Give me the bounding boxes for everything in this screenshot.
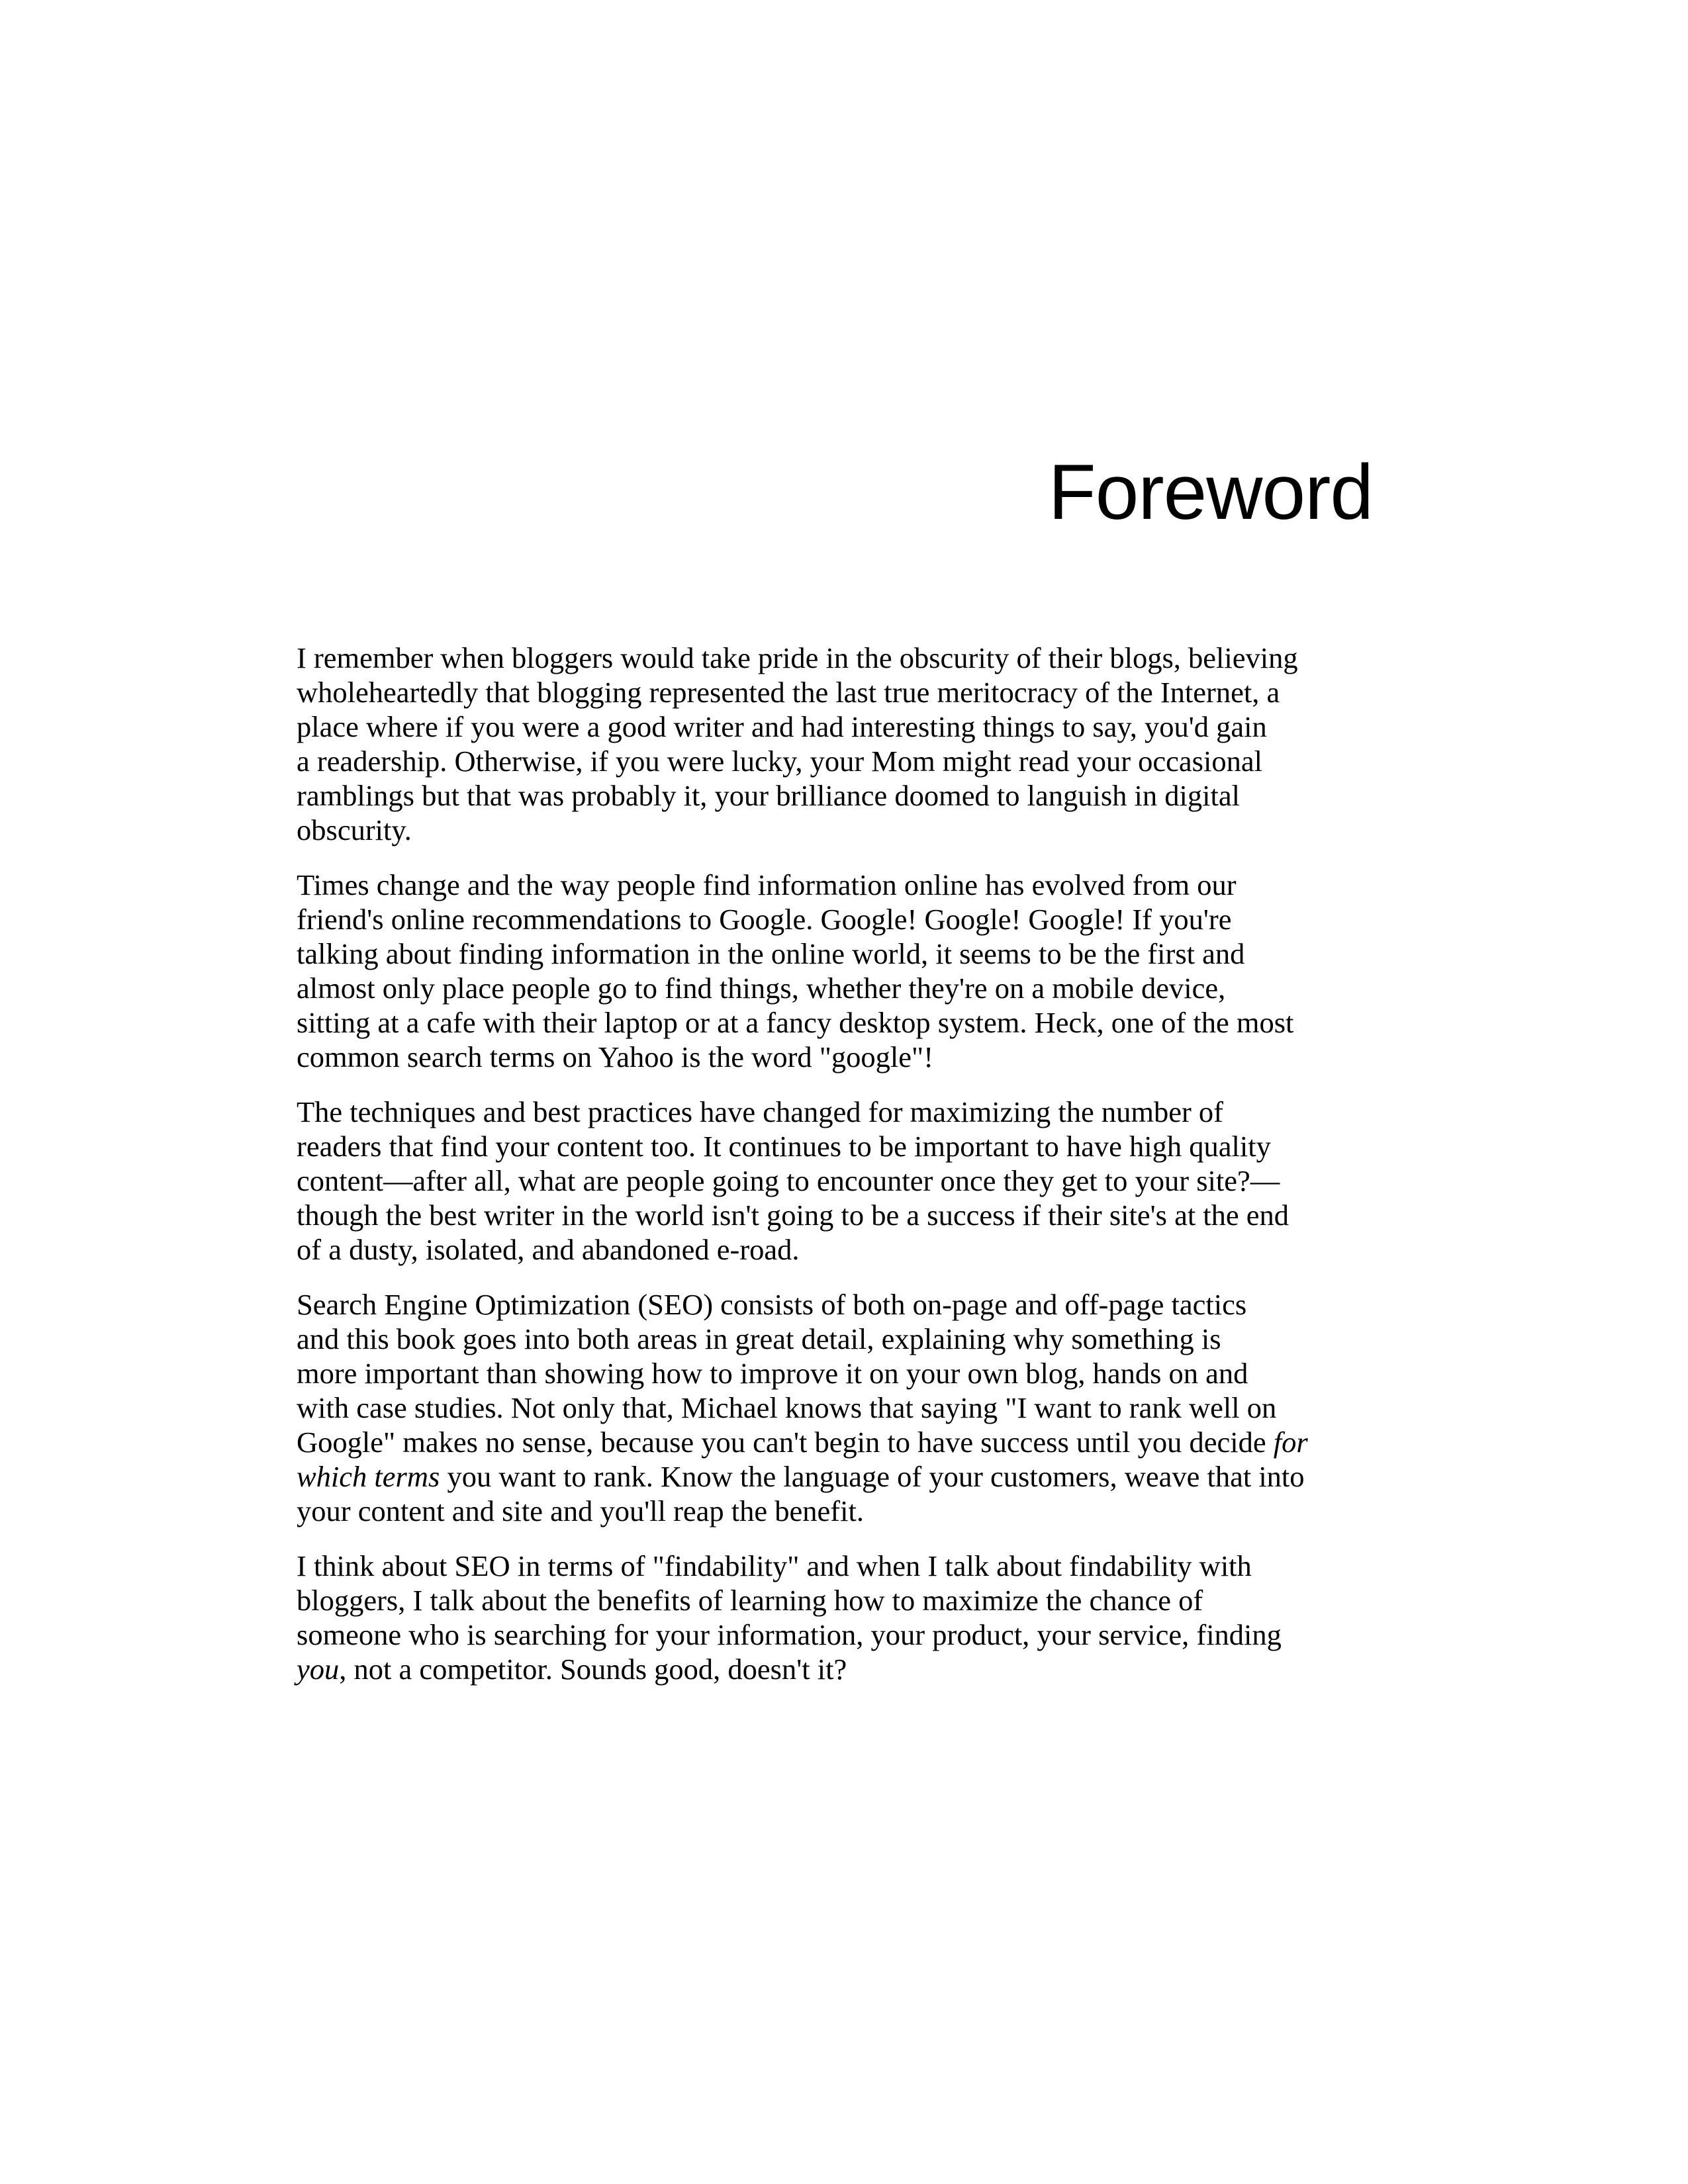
text-line: though the best writer in the world isn't going to be a success if their site's at the end <box>297 1199 1289 1232</box>
text-line: place where if you were a good writer and had interesting things to say, you'd gain <box>297 710 1267 743</box>
text-line: with case studies. Not only that, Michael knows that saying "I want to rank well on <box>297 1391 1277 1424</box>
text-line: ramblings but that was probably it, your brilliance doomed to languish in digital <box>297 779 1240 812</box>
text-line: talking about finding information in the online world, it seems to be the first and <box>297 937 1245 970</box>
paragraph-4 <box>297 1287 1382 1528</box>
text-line <box>297 1425 1382 1459</box>
text-line: Search Engine Optimization (SEO) consists of both on-page and off-page tactics <box>297 1288 1247 1321</box>
paragraph-3 <box>297 1095 1382 1267</box>
text-line: sitting at a cafe with their laptop or at a fancy desktop system. Heck, one of the most <box>297 1006 1294 1039</box>
paragraph-2 <box>297 868 1382 1074</box>
paragraph-5 <box>297 1549 1382 1686</box>
text-line <box>297 1459 1382 1494</box>
text-segment: you want to rank. Know the language of your customers, weave that into <box>440 1460 1305 1493</box>
emphasis-text: you <box>297 1653 340 1686</box>
foreword-body <box>297 641 1382 1686</box>
text-line: more important than showing how to improve it on your own blog, hands on and <box>297 1357 1248 1390</box>
text-line: a readership. Otherwise, if you were lucky, your Mom might read your occasional <box>297 745 1262 778</box>
text-line: wholeheartedly that blogging represented the last true meritocracy of the Internet, a <box>297 676 1280 709</box>
text-line: readers that find your content too. It continues to be important to have high quality <box>297 1130 1271 1163</box>
text-line: common search terms on Yahoo is the word "google"! <box>297 1040 934 1073</box>
text-line: someone who is searching for your information, your product, your service, finding <box>297 1618 1282 1651</box>
text-line: and this book goes into both areas in great detail, explaining why something is <box>297 1322 1221 1355</box>
text-line: I remember when bloggers would take pride in the obscurity of their blogs, believing <box>297 641 1298 674</box>
text-line <box>297 1652 1382 1686</box>
chapter-heading: Foreword <box>1048 449 1373 536</box>
text-line: Times change and the way people find information online has evolved from our <box>297 868 1237 901</box>
text-line: your content and site and you'll reap the benefit. <box>297 1494 864 1527</box>
emphasis-text: which terms <box>297 1460 440 1493</box>
text-line: I think about SEO in terms of "findability" and when I talk about findability with <box>297 1549 1252 1582</box>
emphasis-text: for <box>1273 1426 1308 1459</box>
text-line: The techniques and best practices have changed for maximizing the number of <box>297 1095 1223 1128</box>
text-line: bloggers, I talk about the benefits of learning how to maximize the chance of <box>297 1584 1203 1617</box>
paragraph-1 <box>297 641 1382 847</box>
text-segment: Google" makes no sense, because you can't begin to have success until you decide <box>297 1426 1274 1459</box>
text-line: almost only place people go to find things, whether they're on a mobile device, <box>297 972 1226 1005</box>
text-line: content—after all, what are people going to encounter once they get to your site?— <box>297 1164 1280 1197</box>
text-segment: , not a competitor. Sounds good, doesn't it? <box>339 1653 847 1686</box>
text-line: obscurity. <box>297 813 412 846</box>
text-line: friend's online recommendations to Google. Google! Google! Google! If you're <box>297 903 1232 936</box>
text-line: of a dusty, isolated, and abandoned e-road. <box>297 1233 800 1266</box>
